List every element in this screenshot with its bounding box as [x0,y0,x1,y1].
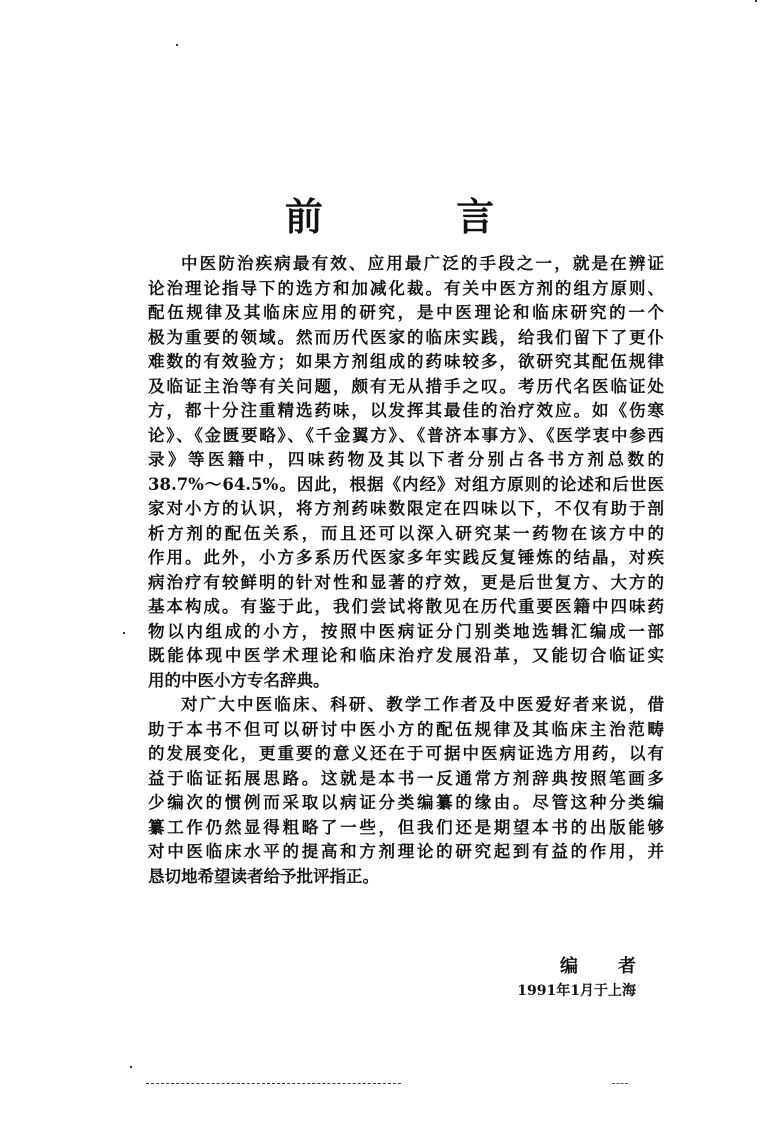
footer-rule-fragment [612,1083,628,1084]
text-line: 录》等医籍中，四味药物及其以下者分别占各书方剂总数的 [148,450,664,469]
text-line: 少编次的惯例而采取以病证分类编纂的缘由。尽管这种分类编 [148,793,664,812]
text-line: 作用。此外，小方多系历代医家多年实践反复锤炼的结晶，对疾 [148,548,664,567]
text-line: 中医防治疾病最有效、应用最广泛的手段之一，就是在辨证 [181,254,664,273]
text-line: 论》、《金匮要略》、《千金翼方》、《普济本事方》、《医学衷中参西 [148,425,664,445]
text-line: 益于临证拓展思路。这就是本书一反通常方剂辞典按照笔画多 [148,768,664,788]
text-line: 对广大中医临床、科研、教学工作者及中医爱好者来说，借 [181,695,664,714]
text-line: 物以内组成的小方，按照中医病证分门别类地选辑汇编成一部 [148,621,664,641]
text-line: 难数的有效验方；如果方剂组成的药味较多，欲研究其配伍规律 [148,352,664,371]
text-line: 方，都十分注重精选药味，以发挥其最佳的治疗效应。如《伤寒 [148,401,664,420]
text-line: 及临证主治等有关问题，颇有无从措手之叹。考历代名医临证处 [148,376,664,396]
scan-speck [755,0,757,2]
text-line: 极为重要的领域。然而历代医家的临床实践，给我们留下了更仆 [148,327,664,347]
text-line: 纂工作仍然显得粗略了一些，但我们还是期望本书的出版能够 [148,817,664,837]
text-line: 既能体现中医学术理论和临床治疗发展沿革，又能切合临证实 [148,646,664,665]
footer-rule [146,1083,401,1084]
text-line: 论治理论指导下的选方和加减化裁。有关中医方剂的组方原则、 [148,278,664,298]
page-title: 前 言 [284,194,555,239]
text-line: 助于本书不但可以研讨中医小方的配伍规律及其临床主治范畴 [148,719,664,739]
signature: 编者 [560,956,636,977]
scan-speck [130,1066,132,1068]
text-line: 38.7%～64.5%。因此，根据《内经》对组方原则的论述和后世医 [148,474,664,494]
text-line: 对中医临床水平的提高和方剂理论的研究起到有益的作用，并 [148,842,664,861]
date-line: 1991年1月于上海 [517,983,636,999]
text-line: 用的中医小方专名辞典。 [148,670,330,690]
text-line: 配伍规律及其临床应用的研究，是中医理论和临床研究的一个 [148,303,664,322]
scan-speck [176,44,178,46]
preface-body [148,252,664,889]
text-line: 恳切地希望读者给予批评指正。 [148,866,379,886]
text-line: 的发展变化，更重要的意义还在于可据中医病证选方用药，以有 [148,744,664,763]
text-line: 病治疗有较鲜明的针对性和显著的疗效，更是后世复方、大方的 [148,572,664,592]
text-line: 基本构成。有鉴于此，我们尝试将散见在历代重要医籍中四味药 [148,597,664,616]
text-line: 析方剂的配伍关系，而且还可以深入研究某一药物在该方中的 [148,523,664,543]
text-line: 家对小方的认识，将方剂药味数限定在四味以下，不仅有助于剖 [148,499,664,518]
scan-speck [123,632,125,634]
